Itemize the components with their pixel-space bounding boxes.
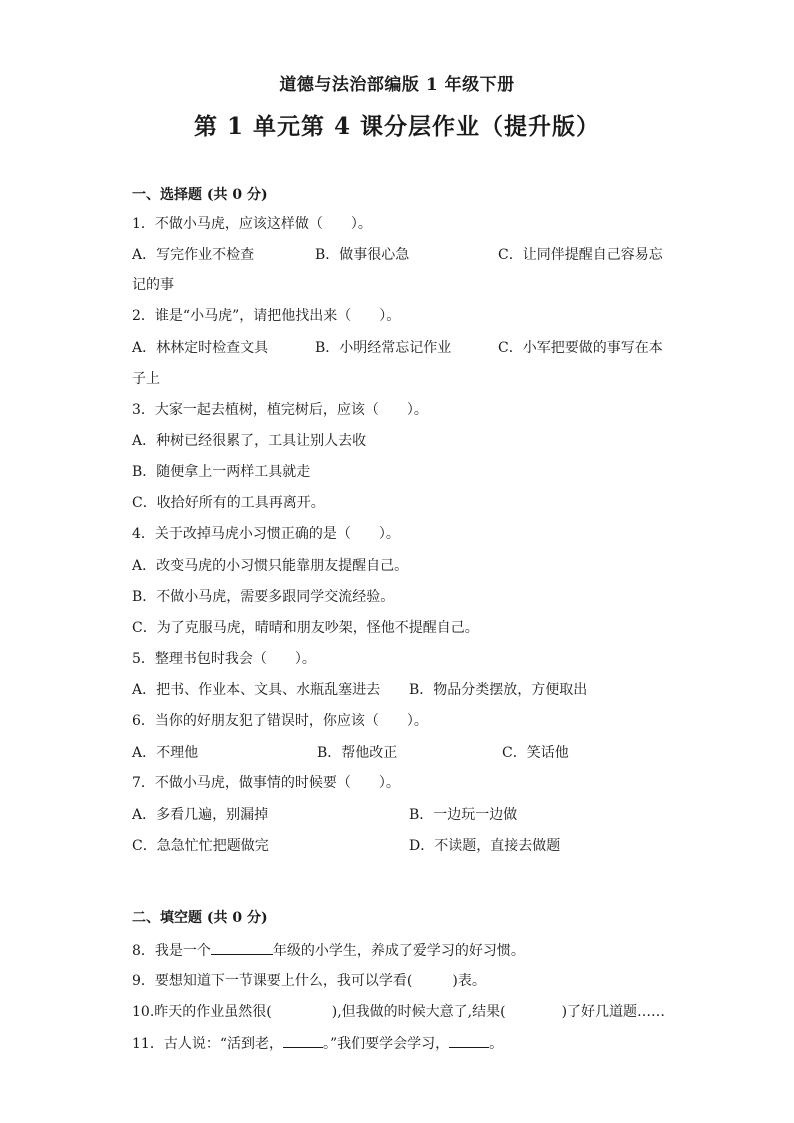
document-title: 道德与法治部编版 1 年级下册: [279, 75, 515, 95]
question-4-option-a: A．改变马虎的小习惯只能靠朋友提醒自己。: [132, 558, 409, 574]
question-3-option-b: B．随便拿上一两样工具就走: [132, 464, 311, 480]
question-11-text-c: 。: [489, 1036, 504, 1052]
question-3-option-c: C．收拾好所有的工具再离开。: [132, 495, 325, 511]
question-9-text-before: 9．要想知道下一节课要上什么，我可以学看(: [132, 973, 413, 989]
question-7-option-d: D．不读题，直接去做题: [409, 838, 561, 854]
question-1-option-c-continuation: 记的事: [132, 277, 174, 293]
question-7-option-c: C．急急忙忙把题做完: [132, 838, 269, 854]
question-11-text-b: 。”我们要学会学习，: [322, 1036, 450, 1052]
question-2-option-c: C．小军把要做的事写在本: [498, 340, 663, 356]
question-10-text-a: 10.昨天的作业虽然很(: [132, 1004, 272, 1020]
question-9: [132, 971, 486, 991]
question-8-text-before: 8．我是一个: [132, 943, 211, 959]
question-6-option-b: B．帮他改正: [317, 745, 398, 761]
question-10-text-c: )了好几道题……: [561, 1004, 666, 1020]
question-2-option-a: A．林林定时检查文具: [132, 340, 269, 356]
question-5-option-b: B．物品分类摆放，方便取出: [409, 682, 588, 698]
question-1-option-c: C．让同伴提醒自己容易忘: [498, 247, 663, 263]
question-5-stem: 5．整理书包时我会（ ）。: [132, 651, 316, 667]
question-2-option-c-continuation: 子上: [132, 371, 160, 387]
question-4-option-b: B．不做小马虎，需要多跟同学交流经验。: [132, 589, 395, 605]
answer-blank[interactable]: [283, 1033, 323, 1048]
document-subtitle: 第 1 单元第 4 课分层作业（提升版）: [193, 113, 601, 140]
question-3-option-a: A．种树已经很累了，工具让别人去收: [132, 433, 367, 449]
question-10: [132, 1002, 665, 1022]
question-5-option-a: A．把书、作业本、文具、水瓶乱塞进去: [132, 682, 381, 698]
section-heading-fill: 二、填空题 (共 0 分): [132, 910, 268, 926]
question-11: [132, 1033, 503, 1054]
question-9-text-after: )表。: [452, 973, 486, 989]
question-6-option-a: A．不理他: [132, 745, 199, 761]
question-1-option-a: A．写完作业不检查: [132, 247, 255, 263]
question-1-stem: 1．不做小马虎，应该这样做（ ）。: [132, 216, 372, 232]
question-4-option-c: C．为了克服马虎，晴晴和朋友吵架，怪他不提醒自己。: [132, 620, 479, 636]
question-4-stem: 4．关于改掉马虎小习惯正确的是（ ）。: [132, 526, 400, 542]
question-7-stem: 7．不做小马虎，做事情的时候要（ ）。: [132, 775, 400, 791]
question-6-option-c: C．笑话他: [502, 745, 569, 761]
question-1-option-b: B．做事很心急: [315, 247, 410, 263]
question-8: [132, 940, 525, 961]
question-2-stem: 2．谁是“小马虎”，请把他找出来（ ）。: [132, 308, 401, 324]
question-8-text-after: 年级的小学生，养成了爱学习的好习惯。: [272, 943, 525, 959]
question-10-text-b: ),但我做的时候大意了,结果(: [331, 1004, 506, 1020]
answer-blank[interactable]: [449, 1033, 489, 1048]
section-heading-choice: 一、选择题 (共 0 分): [132, 187, 268, 203]
question-6-stem: 6．当你的好朋友犯了错误时，你应该（ ）。: [132, 713, 428, 729]
question-11-text-a: 11．古人说：“活到老，: [132, 1036, 283, 1052]
question-3-stem: 3．大家一起去植树，植完树后，应该（ ）。: [132, 402, 428, 418]
question-7-option-a: A．多看几遍，别漏掉: [132, 807, 269, 823]
question-2-option-b: B．小明经常忘记作业: [315, 340, 452, 356]
question-7-option-b: B．一边玩一边做: [409, 807, 518, 823]
answer-blank[interactable]: [211, 940, 273, 955]
